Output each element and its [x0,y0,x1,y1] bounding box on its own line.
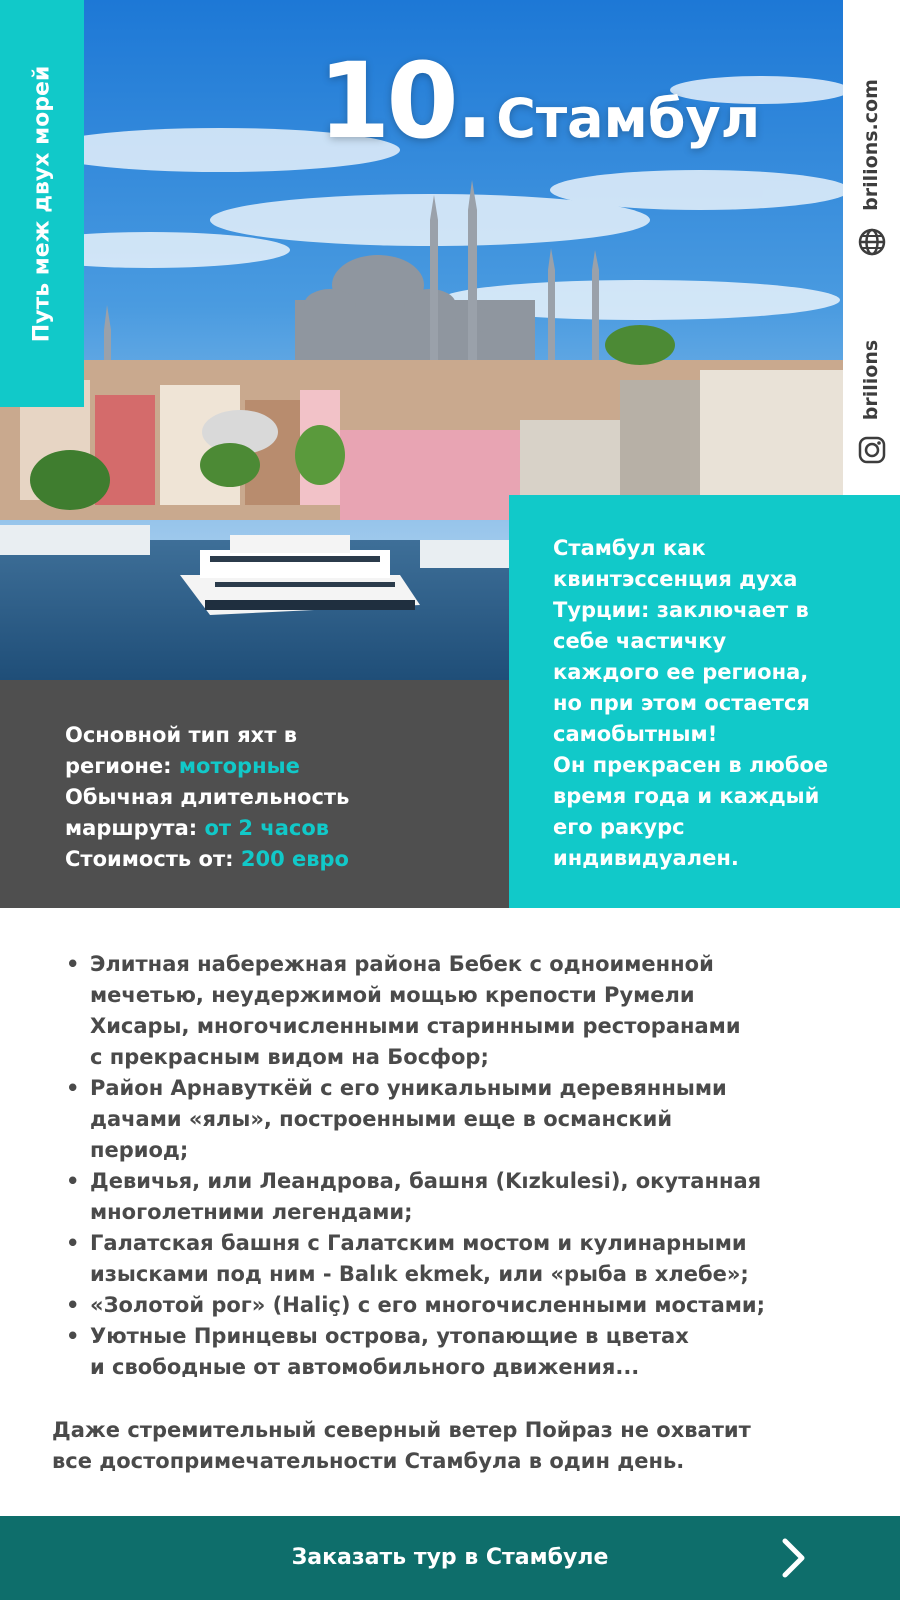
yacht-info-box [0,680,509,908]
duration-label-1: Обычная длительность [65,785,350,809]
region-tag [0,0,84,407]
description-line: индивидуален. [553,846,739,870]
description-line: Турции: заключает в [553,598,809,622]
description-line: себе частичку [553,629,727,653]
list-item-line: дачами «ялы», построенными еще в османский [90,1107,673,1131]
duration-value: от 2 часов [204,816,330,840]
description-line: но при этом остается [553,691,810,715]
list-item-line: • Уютные Принцевы острова, утопающие в цветах [90,1324,689,1348]
list-item-line: • Элитная набережная района Бебек с одноименной [90,952,714,976]
list-item [62,1290,882,1321]
description-line: каждого ее региона, [553,660,809,684]
list-item-line: • Девичья, или Леандрова, башня (Kızkulesi), окутанная [90,1169,762,1193]
list-item-line: • Район Арнавуткёй с его уникальными деревянными [90,1076,727,1100]
chevron-right-icon [780,1537,808,1579]
social-strip [843,0,900,495]
list-item [62,1228,882,1290]
book-tour-label: Заказать тур в Стамбуле [291,1545,609,1570]
description-line: Он прекрасен в любое [553,753,829,777]
list-item-line: • «Золотой рог» (Haliç) с его многочисленными мостами; [90,1293,766,1317]
list-item-line: • Галатская башня с Галатским мостом и кулинарными [90,1231,747,1255]
description-line: его ракурс [553,815,685,839]
globe-icon[interactable] [856,226,888,258]
instagram-handle[interactable]: brilions [860,339,882,421]
yacht-type-label-2: регионе: [65,754,179,778]
description-line: время года и каждый [553,784,820,808]
list-item-line: с прекрасным видом на Босфор; [90,1045,489,1069]
city-description [509,495,900,908]
duration-label-2: маршрута: [65,816,205,840]
yacht-type-value: моторные [178,754,300,778]
page-title [318,40,760,162]
list-item-line: Хисары, многочисленными старинными ресторанами [90,1014,741,1038]
yacht-type-label-1: Основной тип яхт в [65,723,297,747]
destination-name: Стамбул [496,87,761,150]
list-item-line: мечетью, неудержимой мощью крепости Румели [90,983,695,1007]
closing-paragraph [52,1415,751,1477]
list-item-line: изысками под ним - Balık ekmek, или «рыба в хлебе»; [90,1262,749,1286]
closing-line: Даже стремительный северный ветер Пойраз не охватит [52,1418,751,1442]
list-item-line: многолетними легендами; [90,1200,413,1224]
region-tag-label: Путь меж двух морей [29,65,55,343]
price-value: 200 евро [240,847,349,871]
book-tour-button[interactable] [0,1516,900,1600]
list-item [62,1166,882,1228]
list-item-line: и свободные от автомобильного движения... [90,1355,640,1379]
description-line: Стамбул как [553,536,706,560]
list-item [62,949,882,1073]
closing-line: все достопримечательности Стамбула в один день. [52,1449,685,1473]
instagram-icon[interactable] [856,434,888,466]
list-item-line: период; [90,1138,189,1162]
description-line: квинтэссенция духа [553,567,798,591]
description-line: самобытным! [553,722,718,746]
website-link[interactable]: brilions.com [860,79,882,211]
list-item [62,1073,882,1166]
price-label: Стоимость от: [65,847,241,871]
destination-number: 10. [318,40,491,162]
list-item [62,1321,882,1383]
attractions-list [62,949,882,1383]
